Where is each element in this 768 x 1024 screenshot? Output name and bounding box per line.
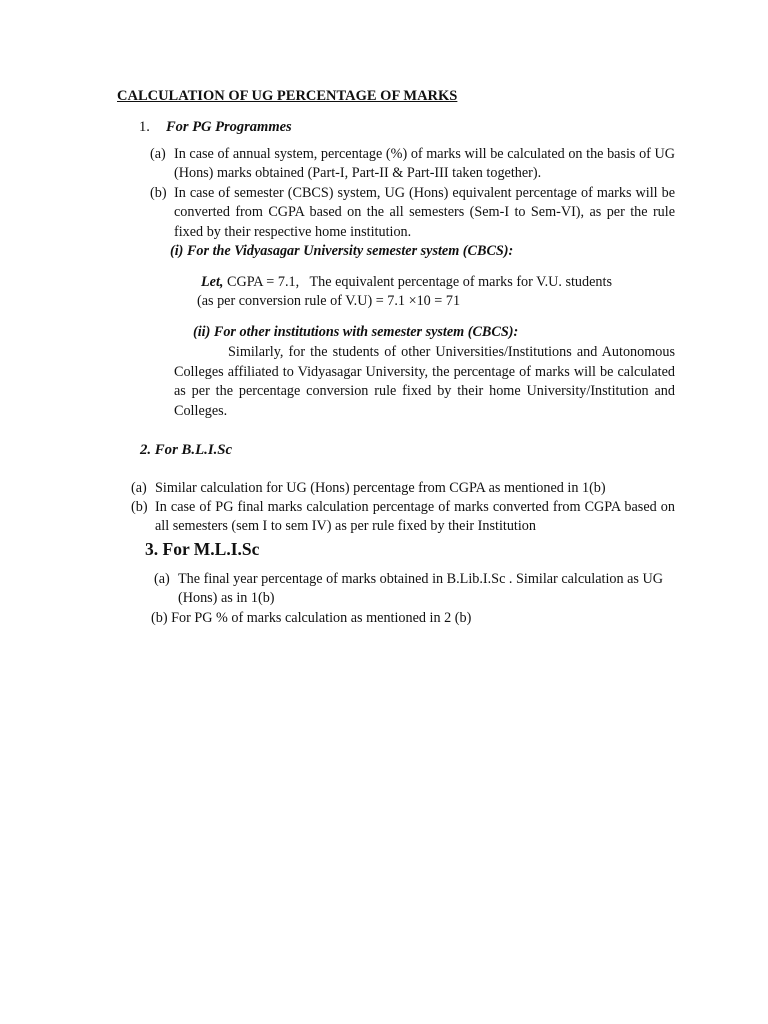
- item-label: (a): [154, 571, 170, 587]
- subsection-ii-paragraph: Similarly, for the students of other Universities/Institutions and Autonomous Colleges affiliated to Vidyasagar University, the percentage of marks will be calculated as per the percentage conversion rule fixed by their home University/Institution and Colleges.: [174, 344, 675, 419]
- item-label: (b): [131, 499, 148, 515]
- section-2-item-b: [131, 498, 681, 538]
- section-2-heading: 2. For B.L.I.Sc: [140, 442, 233, 458]
- section-1-number: 1.: [139, 119, 150, 135]
- subsection-i-heading: (i) For the Vidyasagar University semester system (CBCS):: [170, 243, 514, 259]
- section-1-item-a: [150, 145, 680, 185]
- item-label: (a): [131, 480, 147, 496]
- item-text: The final year percentage of marks obtained in B.Lib.I.Sc . Similar calculation as UG (Hons) as in 1(b): [178, 571, 663, 607]
- item-text: In case of PG final marks calculation percentage of marks converted from CGPA based on all semesters (sem I to sem IV) as per rule fixed by their Institution: [155, 499, 675, 535]
- let-label: Let,: [201, 274, 224, 290]
- section-1-heading: [139, 119, 292, 136]
- formula-line-2: (as per conversion rule of V.U) = 7.1 ×10 = 71: [197, 293, 461, 309]
- item-text: Similar calculation for UG (Hons) percentage from CGPA as mentioned in 1(b): [155, 480, 606, 496]
- section-3-heading: 3. For M.L.I.Sc: [145, 539, 260, 559]
- item-label: (b): [150, 185, 167, 201]
- section-1-title: For PG Programmes: [166, 119, 292, 135]
- formula-text-1: CGPA = 7.1, The equivalent percentage of marks for V.U. students: [227, 274, 612, 290]
- section-2-item-a: [131, 479, 681, 499]
- document-title: CALCULATION OF UG PERCENTAGE OF MARKS: [117, 88, 458, 104]
- section-3-item-a: [154, 570, 674, 610]
- item-text: In case of semester (CBCS) system, UG (Hons) equivalent percentage of marks will be converted from CGPA based on the all semesters (Sem-I to Sem-VI), as per the rule fixed by their respective home institution.: [174, 185, 675, 240]
- section-1-item-b: [150, 184, 680, 244]
- section-3-item-b: (b) For PG % of marks calculation as mentioned in 2 (b): [151, 610, 472, 626]
- item-text: In case of annual system, percentage (%) of marks will be calculated on the basis of UG (Hons) marks obtained (Part-I, Part-II & Part-III taken together).: [174, 146, 675, 182]
- subsection-ii-heading: (ii) For other institutions with semester system (CBCS):: [193, 324, 519, 340]
- item-label: (a): [150, 146, 166, 162]
- formula-line-1: [201, 273, 612, 292]
